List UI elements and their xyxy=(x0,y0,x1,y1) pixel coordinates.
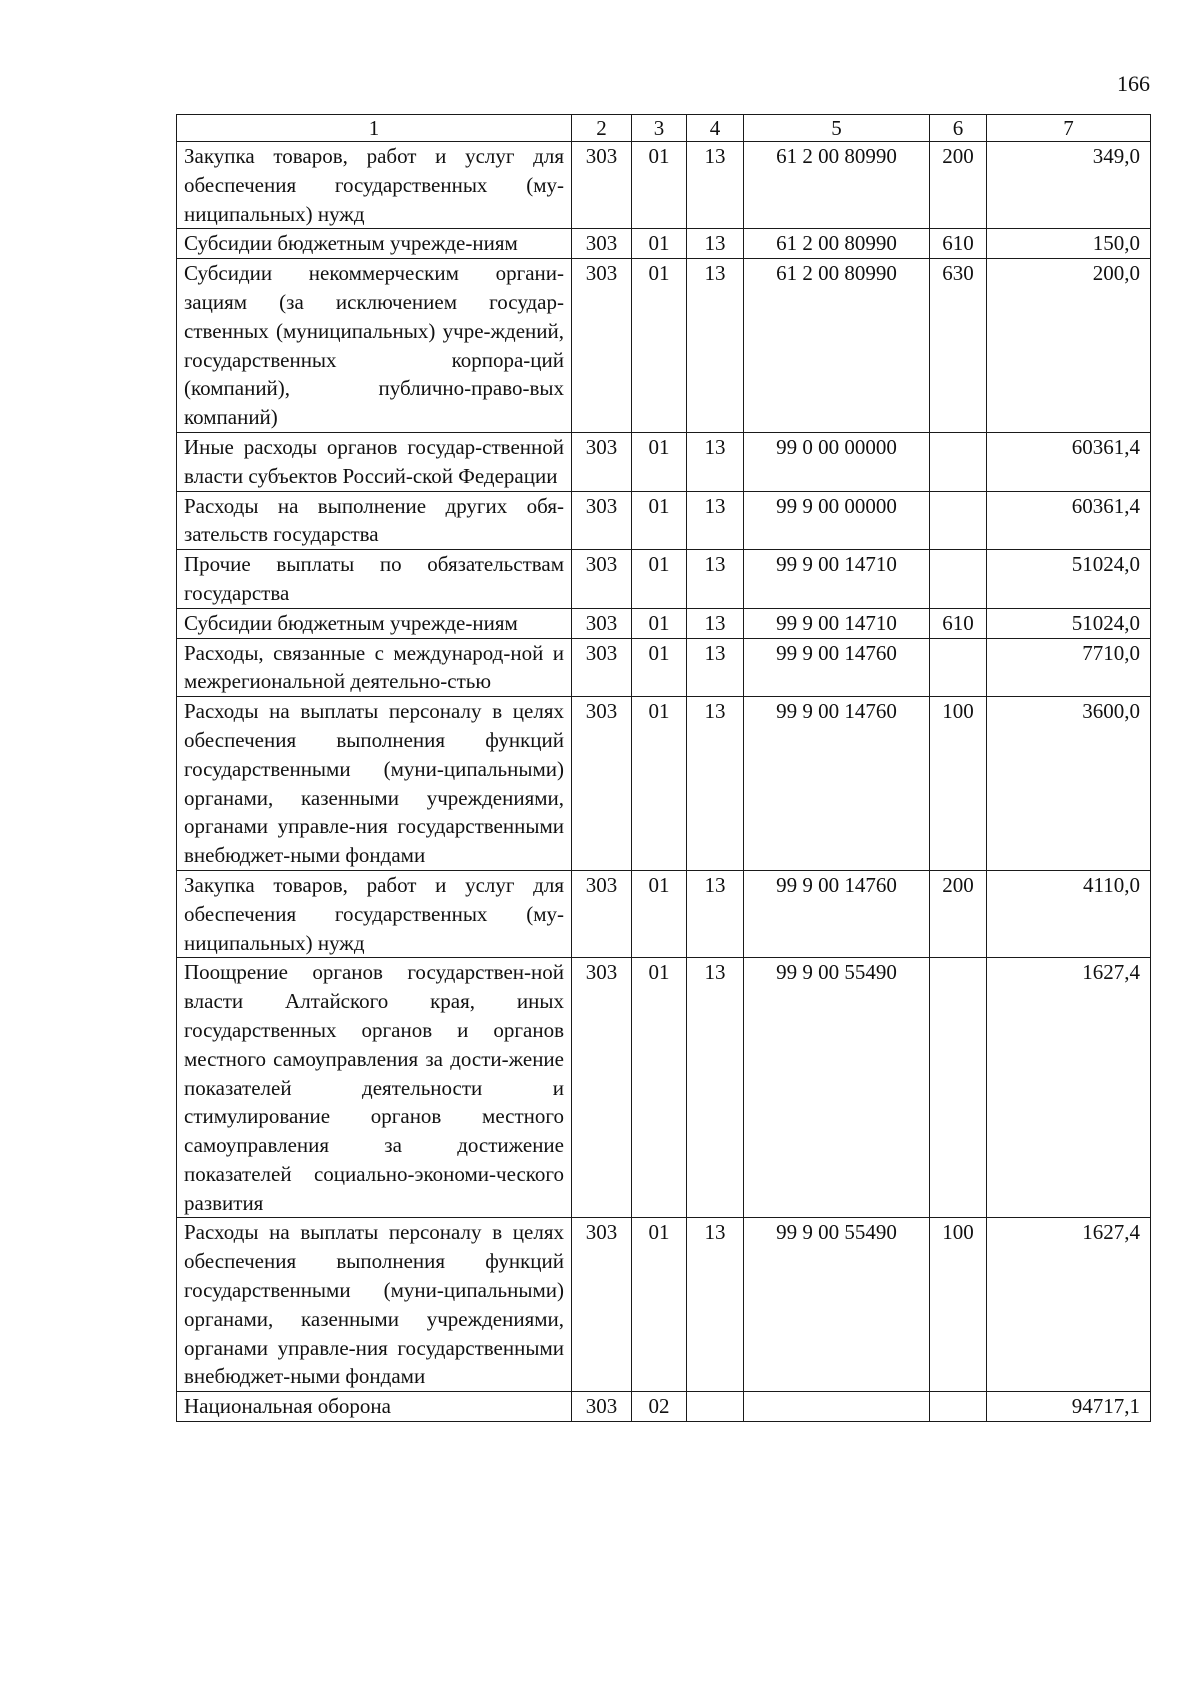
cell-col6 xyxy=(930,550,987,609)
cell-col6: 610 xyxy=(930,229,987,259)
cell-col4: 13 xyxy=(687,491,744,550)
cell-col7: 1627,4 xyxy=(987,958,1151,1218)
table-row xyxy=(177,608,1151,638)
cell-col7: 7710,0 xyxy=(987,638,1151,697)
cell-col4: 13 xyxy=(687,229,744,259)
description-cell: Расходы на выплаты персоналу в целях обеспечения выполнения функций государственными (муни-ципальными) органами, казенными учреждениями, органами управле-ния государственными внебюджет-ными фондами xyxy=(177,1218,572,1392)
cell-col6 xyxy=(930,638,987,697)
cell-col6: 610 xyxy=(930,608,987,638)
cell-col3: 01 xyxy=(632,259,687,433)
cell-col5: 99 9 00 14760 xyxy=(744,870,930,957)
cell-col3: 01 xyxy=(632,958,687,1218)
description-cell: Прочие выплаты по обязательствам государства xyxy=(177,550,572,609)
cell-col3: 01 xyxy=(632,229,687,259)
cell-col2: 303 xyxy=(572,870,632,957)
cell-col2: 303 xyxy=(572,697,632,871)
description-cell: Расходы, связанные с международ-ной и межрегиональной деятельно-стью xyxy=(177,638,572,697)
cell-col3: 01 xyxy=(632,1218,687,1392)
description-cell: Расходы на выполнение других обя-зательств государства xyxy=(177,491,572,550)
cell-col3: 02 xyxy=(632,1392,687,1422)
cell-col6 xyxy=(930,958,987,1218)
header-cell: 5 xyxy=(744,115,930,142)
description-cell: Закупка товаров, работ и услуг для обеспечения государственных (му-ниципальных) нужд xyxy=(177,870,572,957)
cell-col6 xyxy=(930,491,987,550)
cell-col6 xyxy=(930,432,987,491)
cell-col4: 13 xyxy=(687,870,744,957)
cell-col2: 303 xyxy=(572,432,632,491)
description-cell: Расходы на выплаты персоналу в целях обеспечения выполнения функций государственными (муни-ципальными) органами, казенными учреждениями, органами управле-ния государственными внебюджет-ными фондами xyxy=(177,697,572,871)
header-cell: 6 xyxy=(930,115,987,142)
cell-col7: 51024,0 xyxy=(987,550,1151,609)
cell-col4: 13 xyxy=(687,550,744,609)
cell-col4: 13 xyxy=(687,432,744,491)
header-cell: 4 xyxy=(687,115,744,142)
cell-col7: 3600,0 xyxy=(987,697,1151,871)
cell-col6: 200 xyxy=(930,870,987,957)
cell-col3: 01 xyxy=(632,697,687,871)
cell-col7: 60361,4 xyxy=(987,491,1151,550)
description-cell: Закупка товаров, работ и услуг для обеспечения государственных (му-ниципальных) нужд xyxy=(177,142,572,229)
table-row xyxy=(177,1392,1151,1422)
cell-col4: 13 xyxy=(687,608,744,638)
cell-col2: 303 xyxy=(572,259,632,433)
cell-col6: 630 xyxy=(930,259,987,433)
table-row xyxy=(177,638,1151,697)
table-row xyxy=(177,958,1151,1218)
cell-col2: 303 xyxy=(572,550,632,609)
cell-col5: 99 9 00 14710 xyxy=(744,550,930,609)
cell-col2: 303 xyxy=(572,491,632,550)
cell-col6: 200 xyxy=(930,142,987,229)
description-cell: Поощрение органов государствен-ной власти Алтайского края, иных государственных органов и органов местного самоуправления за дости-жение показателей деятельности и стимулирование органов местного самоуправления за достижение показателей социально-экономи-ческого развития xyxy=(177,958,572,1218)
cell-col7: 60361,4 xyxy=(987,432,1151,491)
cell-col4: 13 xyxy=(687,259,744,433)
cell-col4: 13 xyxy=(687,142,744,229)
header-cell: 7 xyxy=(987,115,1151,142)
table-row xyxy=(177,870,1151,957)
cell-col6 xyxy=(930,1392,987,1422)
budget-table xyxy=(176,114,1151,1422)
description-cell: Субсидии бюджетным учрежде-ниям xyxy=(177,608,572,638)
table-row xyxy=(177,550,1151,609)
cell-col7: 1627,4 xyxy=(987,1218,1151,1392)
cell-col5 xyxy=(744,1392,930,1422)
cell-col2: 303 xyxy=(572,1392,632,1422)
table-row xyxy=(177,432,1151,491)
cell-col3: 01 xyxy=(632,870,687,957)
cell-col4: 13 xyxy=(687,1218,744,1392)
cell-col4: 13 xyxy=(687,958,744,1218)
table-row xyxy=(177,491,1151,550)
description-cell: Национальная оборона xyxy=(177,1392,572,1422)
cell-col5: 61 2 00 80990 xyxy=(744,229,930,259)
cell-col5: 61 2 00 80990 xyxy=(744,259,930,433)
table-row xyxy=(177,1218,1151,1392)
cell-col5: 99 9 00 14760 xyxy=(744,638,930,697)
table-body xyxy=(177,115,1151,1422)
table-row xyxy=(177,697,1151,871)
cell-col5: 99 9 00 55490 xyxy=(744,1218,930,1392)
cell-col3: 01 xyxy=(632,142,687,229)
cell-col7: 94717,1 xyxy=(987,1392,1151,1422)
page-number: 166 xyxy=(1117,71,1150,96)
cell-col2: 303 xyxy=(572,608,632,638)
cell-col2: 303 xyxy=(572,1218,632,1392)
header-cell: 1 xyxy=(177,115,572,142)
cell-col3: 01 xyxy=(632,550,687,609)
table-row xyxy=(177,259,1151,433)
cell-col6: 100 xyxy=(930,697,987,871)
cell-col4: 13 xyxy=(687,638,744,697)
table-row xyxy=(177,142,1151,229)
cell-col7: 200,0 xyxy=(987,259,1151,433)
header-cell: 2 xyxy=(572,115,632,142)
cell-col5: 99 9 00 14760 xyxy=(744,697,930,871)
cell-col2: 303 xyxy=(572,638,632,697)
cell-col3: 01 xyxy=(632,491,687,550)
cell-col7: 4110,0 xyxy=(987,870,1151,957)
cell-col3: 01 xyxy=(632,432,687,491)
cell-col5: 99 9 00 14710 xyxy=(744,608,930,638)
cell-col5: 99 0 00 00000 xyxy=(744,432,930,491)
cell-col3: 01 xyxy=(632,638,687,697)
cell-col7: 349,0 xyxy=(987,142,1151,229)
cell-col4 xyxy=(687,1392,744,1422)
cell-col5: 99 9 00 00000 xyxy=(744,491,930,550)
cell-col4: 13 xyxy=(687,697,744,871)
description-cell: Субсидии некоммерческим органи-зациям (за исключением государ-ственных (муниципальных) учре-ждений, государственных корпора-ций (компаний), публично-право-вых компаний) xyxy=(177,259,572,433)
cell-col2: 303 xyxy=(572,142,632,229)
cell-col5: 61 2 00 80990 xyxy=(744,142,930,229)
cell-col7: 51024,0 xyxy=(987,608,1151,638)
table-header-row xyxy=(177,115,1151,142)
table-row xyxy=(177,229,1151,259)
cell-col2: 303 xyxy=(572,958,632,1218)
description-cell: Иные расходы органов государ-ственной власти субъектов Россий-ской Федерации xyxy=(177,432,572,491)
cell-col3: 01 xyxy=(632,608,687,638)
cell-col2: 303 xyxy=(572,229,632,259)
header-cell: 3 xyxy=(632,115,687,142)
cell-col5: 99 9 00 55490 xyxy=(744,958,930,1218)
cell-col7: 150,0 xyxy=(987,229,1151,259)
description-cell: Субсидии бюджетным учрежде-ниям xyxy=(177,229,572,259)
cell-col6: 100 xyxy=(930,1218,987,1392)
